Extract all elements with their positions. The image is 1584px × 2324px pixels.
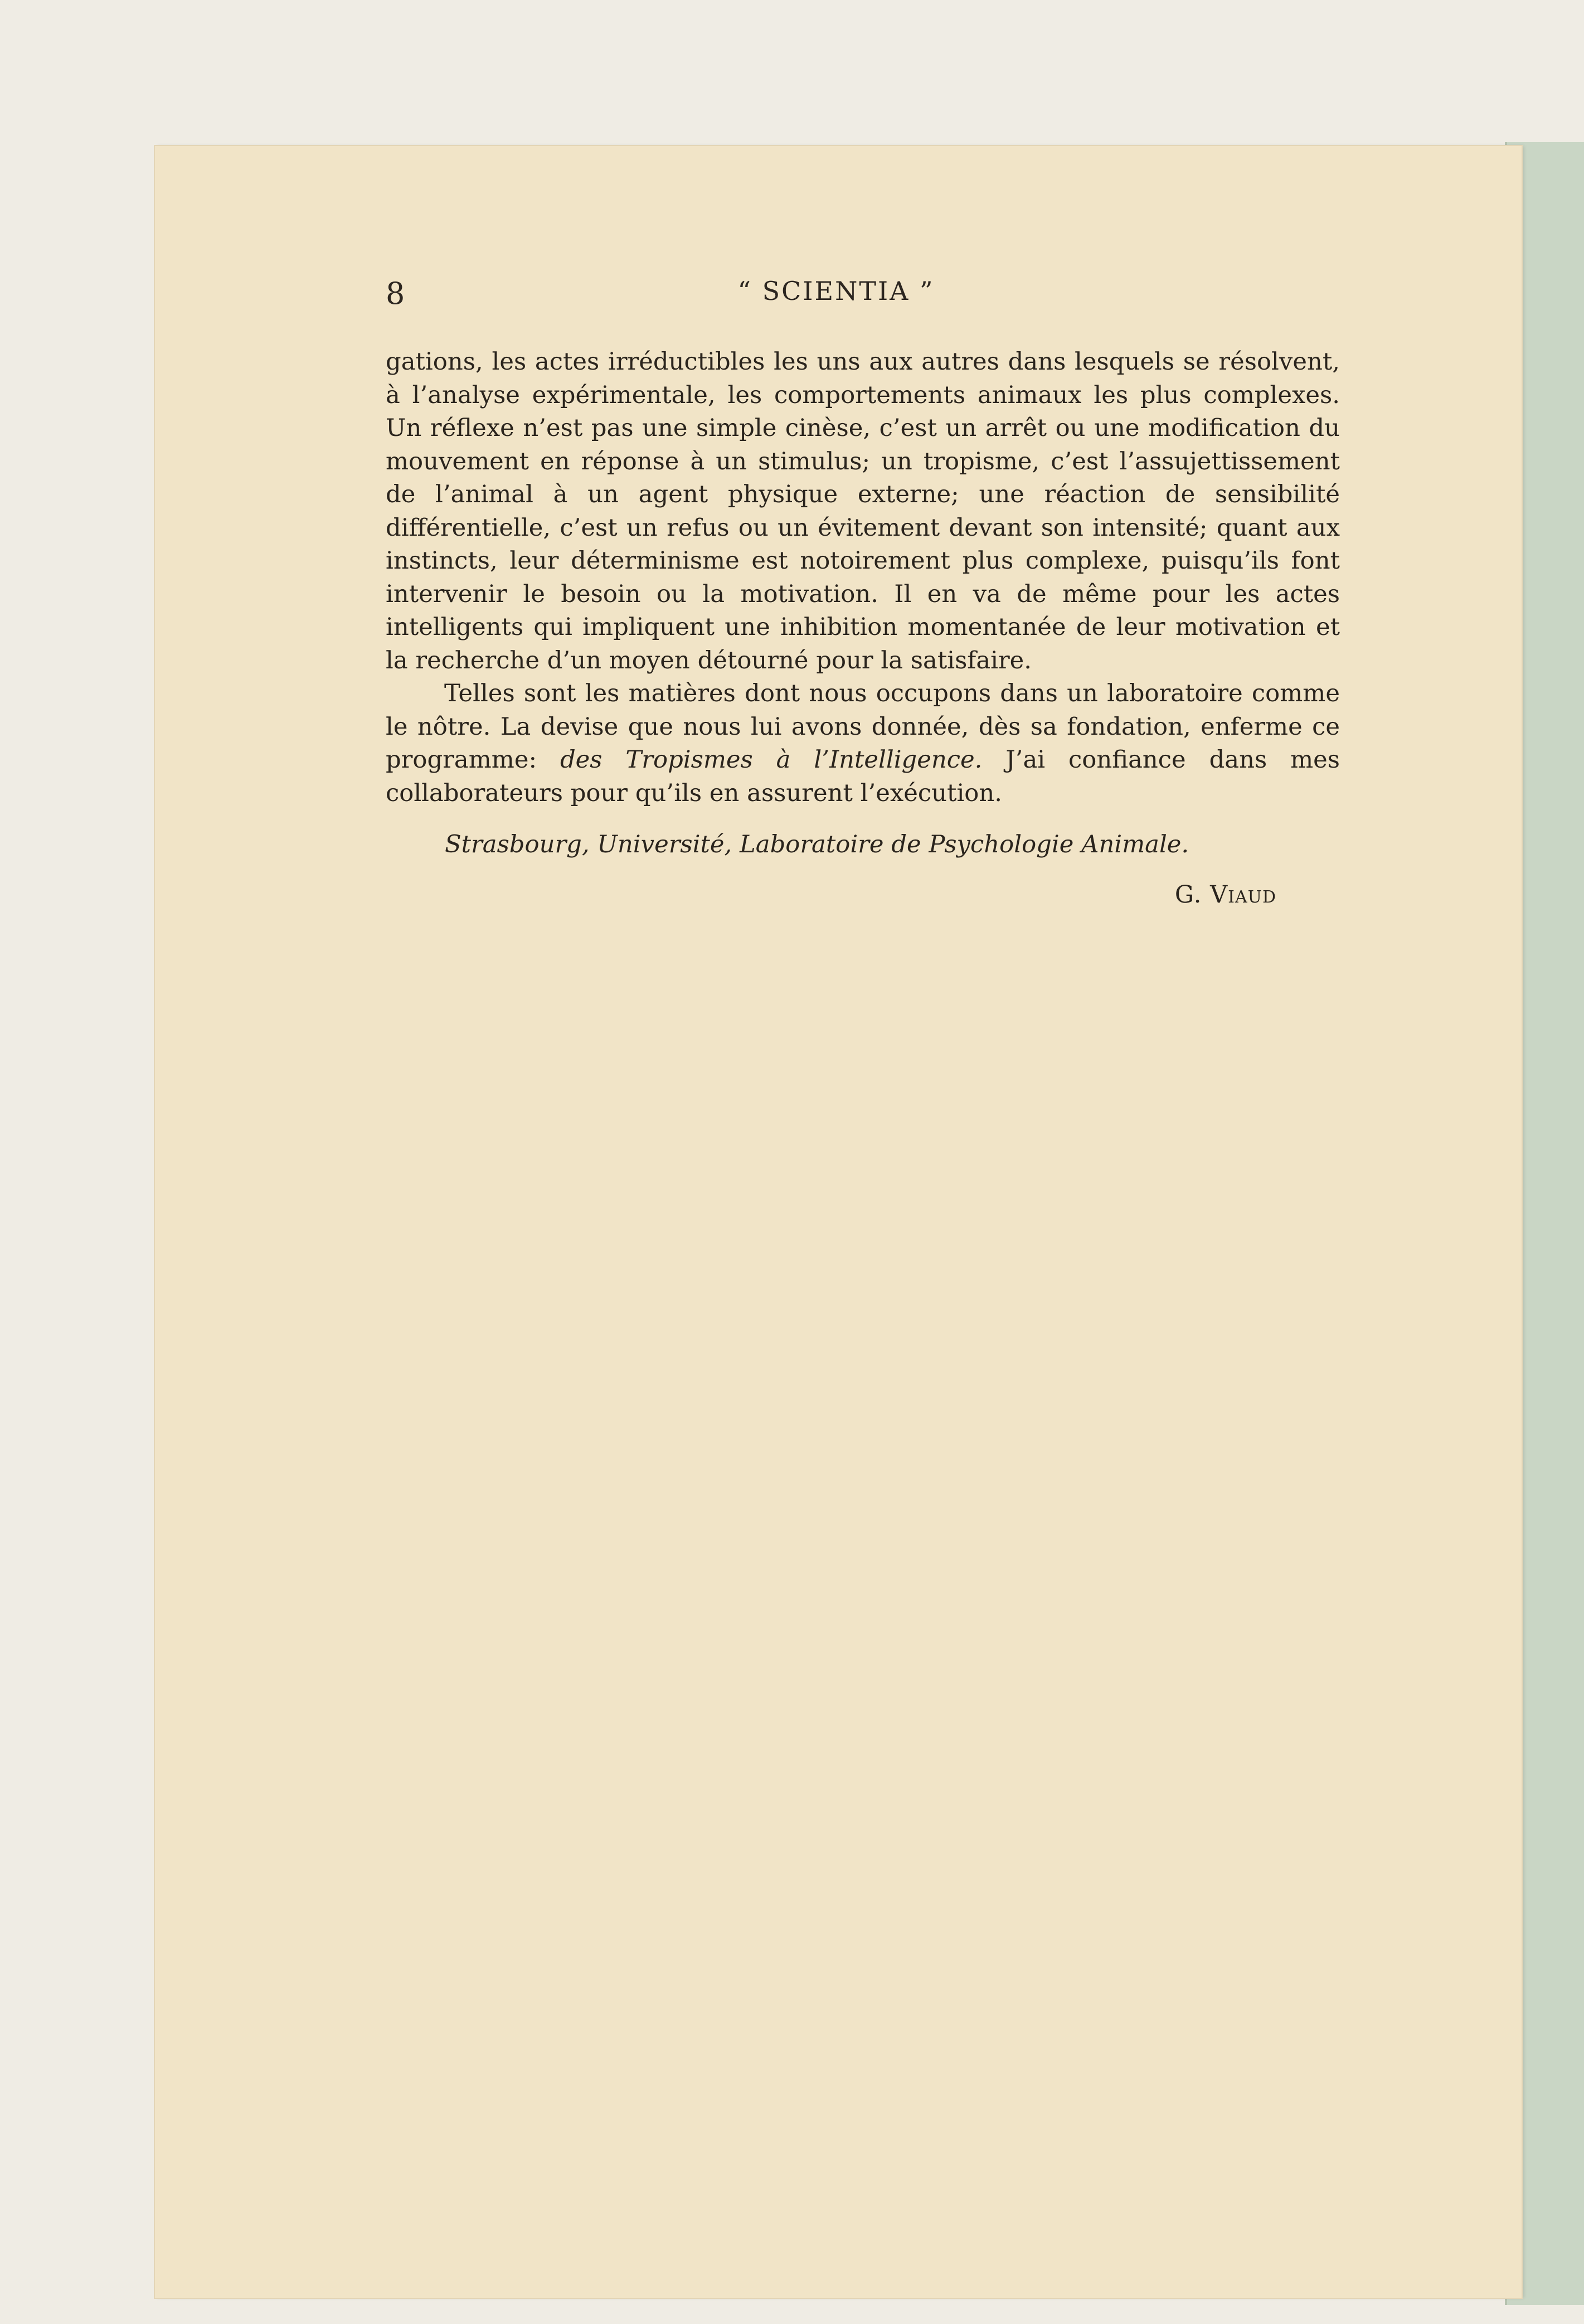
affiliation-line: Strasbourg, Université, Laboratoire de Psychologie Animale. <box>445 831 1189 858</box>
author-signature <box>1059 881 1276 909</box>
motto: des Tropismes à l’Intelligence. <box>560 746 983 774</box>
page-number: 8 <box>386 276 405 311</box>
paragraph: gations, les actes irréductibles les uns aux autres dans lesquels se résolvent, à l’analyse expérimentale, les comportements animaux les plus complexes. Un réflexe n’est pas une simple cinèse, c’est un arrêt ou une modification du mouvement en réponse à un stimulus; un tropisme, c’est l’assujettissement de l’animal à un agent physique externe; une réaction de sensibilité différentielle, c’est un refus ou un évitement devant son intensité; quant aux instincts, leur déterminisme est notoirement plus complexe, puisqu’ils font intervenir le besoin ou la motivation. Il en va de même pour les actes intelligents qui impliquent une inhibition momentanée de leur motivation et la recherche d’un moyen détourné pour la satisfaire. <box>386 348 1340 675</box>
paragraph <box>386 677 1340 810</box>
running-head: “ SCIENTIA ” <box>737 276 935 306</box>
author-surname: Viaud <box>1210 881 1276 909</box>
author-initial: G. <box>1174 881 1202 909</box>
paragraph-text: J’ai confiance dans mes collaborateurs pour qu’ils en assurent l’exécution. <box>386 746 1340 807</box>
paragraph-text: Telles sont les matières dont nous occupons dans un laboratoire comme le nôtre. La devise que nous lui avons donnée, dès sa fondation, enferme ce programme: <box>386 680 1340 774</box>
body-text <box>386 346 1340 810</box>
